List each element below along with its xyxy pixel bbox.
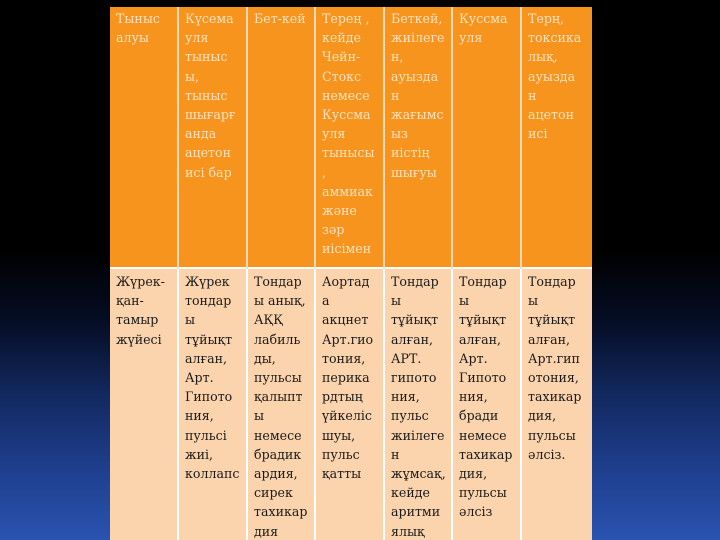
table-cell: Тондар ы тұйықт алған, Арт.гип отония, тахикар дия, пульсы әлсіз. [521, 268, 592, 540]
table-cell: Куссма уля [452, 7, 521, 268]
table-cell: Тондар ы анық, АҚҚ лабиль ды, пульсы қалыпт ы немесе брадик ардия, сирек тахикар дия [247, 268, 315, 540]
table-cell: Беткей, жиілеге н, ауызда н жағымс ыз иістің шығуы [384, 7, 452, 268]
row-header-cell: Тыныс алуы [110, 7, 178, 268]
table-cell: Күсема уля тыныс ы, тыныс шығарғ анда ацетон исі бар [178, 7, 247, 268]
table-cell: Тондар ы тұйықт алған, АРТ. гипото ния, пульс жиілеге н жұмсақ, кейде аритми ялық [384, 268, 452, 540]
row-header-cell: Жүрек- қан- тамыр жүйесі [110, 268, 178, 540]
table-cell: Бет-кей [247, 7, 315, 268]
table-cell: Тондар ы тұйықт алған, Арт. Гипото ния, бради немесе тахикар дия, пульсы әлсіз [452, 268, 521, 540]
table-row-breathing [110, 7, 592, 268]
table-cell: Жүрек тондар ы тұйықт алған, Арт. Гипото ния, пульсі жиі, коллапс [178, 268, 247, 540]
table-cell: Терң, токсика лық, ауызда н ацетон исі [521, 7, 592, 268]
table-cell: Аортад а акцнет Арт.гио тония, перика рдтың үйкеліс шуы, пульс қатты [315, 268, 384, 540]
table-cell: Терең , кейде Чейн- Стокс немесе Куссма уля тынысы , аммиак және зәр иісімен [315, 7, 384, 268]
comparison-table [110, 7, 592, 540]
table-row-cardiovascular [110, 268, 592, 540]
